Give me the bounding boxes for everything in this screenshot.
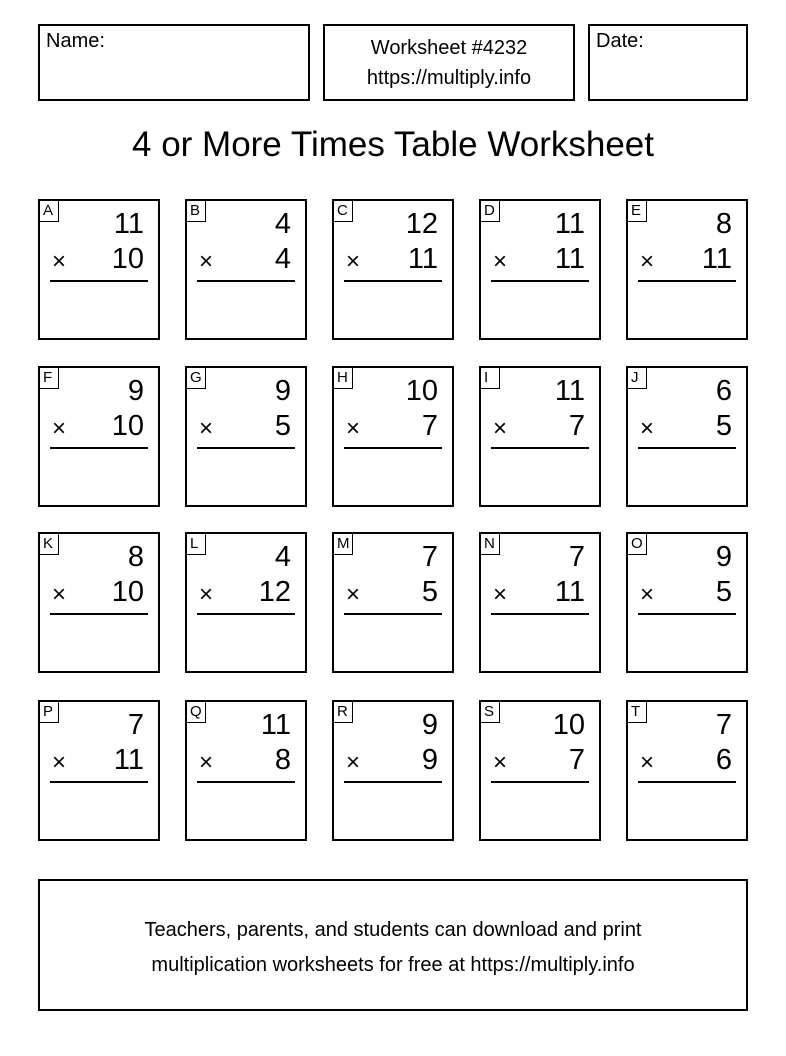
answer-line <box>344 280 442 282</box>
page-title: 4 or More Times Table Worksheet <box>132 125 654 164</box>
multiplier: 6 <box>715 744 732 776</box>
problem-box <box>479 532 601 673</box>
problem-box <box>38 199 160 340</box>
problem-letter: A <box>39 200 59 222</box>
worksheet-info-box <box>323 24 575 101</box>
multiplicand: 9 <box>127 375 144 407</box>
multiplicand: 10 <box>405 375 438 407</box>
multiplier: 7 <box>568 744 585 776</box>
problem-letter: M <box>333 533 353 555</box>
answer-line <box>344 781 442 783</box>
problem-box <box>332 366 454 507</box>
answer-line <box>197 781 295 783</box>
problem-box <box>185 366 307 507</box>
answer-line <box>491 280 589 282</box>
multiplier: 10 <box>111 243 144 275</box>
multiplicand: 7 <box>127 709 144 741</box>
multiplicand: 4 <box>274 208 291 240</box>
times-icon: × <box>640 248 655 275</box>
times-icon: × <box>52 749 67 776</box>
times-icon: × <box>640 415 655 442</box>
times-icon: × <box>640 581 655 608</box>
times-icon: × <box>52 415 67 442</box>
problem-letter: P <box>39 701 59 723</box>
times-icon: × <box>199 581 214 608</box>
problem-letter: K <box>39 533 59 555</box>
answer-line <box>50 613 148 615</box>
multiplicand: 9 <box>715 541 732 573</box>
problem-box <box>626 366 748 507</box>
answer-line <box>638 280 736 282</box>
problem-letter: D <box>480 200 500 222</box>
problem-letter: T <box>627 701 647 723</box>
problem-letter: G <box>186 367 206 389</box>
multiplicand: 7 <box>568 541 585 573</box>
multiplicand: 9 <box>274 375 291 407</box>
date-label: Date: <box>596 30 644 52</box>
problem-box <box>332 532 454 673</box>
problem-box <box>38 532 160 673</box>
times-icon: × <box>493 749 508 776</box>
multiplicand: 6 <box>715 375 732 407</box>
footer-line-1: Teachers, parents, and students can download and print <box>144 919 642 941</box>
footer-line-2: multiplication worksheets for free at https://multiply.info <box>151 954 635 976</box>
times-icon: × <box>493 581 508 608</box>
multiplier: 5 <box>715 410 732 442</box>
problem-letter: C <box>333 200 353 222</box>
answer-line <box>491 447 589 449</box>
multiplicand: 10 <box>552 709 585 741</box>
times-icon: × <box>346 749 361 776</box>
multiplicand: 7 <box>421 541 438 573</box>
multiplier: 5 <box>715 576 732 608</box>
problem-box <box>185 700 307 841</box>
multiplier: 12 <box>258 576 291 608</box>
multiplicand: 7 <box>715 709 732 741</box>
answer-line <box>50 447 148 449</box>
footer-text <box>40 913 746 983</box>
problem-letter: I <box>480 367 500 389</box>
problem-letter: N <box>480 533 500 555</box>
multiplier: 11 <box>113 744 144 776</box>
date-field-box <box>588 24 748 101</box>
multiplier: 5 <box>421 576 438 608</box>
times-icon: × <box>199 248 214 275</box>
multiplier: 7 <box>568 410 585 442</box>
times-icon: × <box>52 248 67 275</box>
problem-box <box>38 366 160 507</box>
problem-box <box>626 700 748 841</box>
times-icon: × <box>52 581 67 608</box>
answer-line <box>344 447 442 449</box>
multiplier: 7 <box>421 410 438 442</box>
multiplier: 11 <box>407 243 438 275</box>
answer-line <box>491 781 589 783</box>
answer-line <box>491 613 589 615</box>
problem-box <box>479 700 601 841</box>
multiplier: 11 <box>701 243 732 275</box>
times-icon: × <box>493 415 508 442</box>
multiplier: 11 <box>554 243 585 275</box>
multiplicand: 9 <box>421 709 438 741</box>
multiplicand: 11 <box>113 208 144 240</box>
multiplicand: 11 <box>260 709 291 741</box>
multiplicand: 8 <box>715 208 732 240</box>
problem-letter: H <box>333 367 353 389</box>
answer-line <box>50 781 148 783</box>
problem-letter: L <box>186 533 206 555</box>
problem-box <box>479 366 601 507</box>
times-icon: × <box>199 415 214 442</box>
multiplier: 5 <box>274 410 291 442</box>
times-icon: × <box>346 248 361 275</box>
multiplier: 10 <box>111 576 144 608</box>
multiplier: 8 <box>274 744 291 776</box>
answer-line <box>197 613 295 615</box>
multiplicand: 11 <box>554 375 585 407</box>
multiplicand: 8 <box>127 541 144 573</box>
answer-line <box>197 447 295 449</box>
problem-letter: R <box>333 701 353 723</box>
problem-box <box>479 199 601 340</box>
multiplier: 10 <box>111 410 144 442</box>
multiplier: 11 <box>554 576 585 608</box>
problem-box <box>185 199 307 340</box>
answer-line <box>638 781 736 783</box>
problem-box <box>626 532 748 673</box>
answer-line <box>638 613 736 615</box>
problem-box <box>332 199 454 340</box>
answer-line <box>344 613 442 615</box>
problem-letter: F <box>39 367 59 389</box>
times-icon: × <box>346 415 361 442</box>
footer-box <box>38 879 748 1011</box>
problem-letter: B <box>186 200 206 222</box>
times-icon: × <box>199 749 214 776</box>
times-icon: × <box>640 749 655 776</box>
problem-letter: S <box>480 701 500 723</box>
problem-box <box>332 700 454 841</box>
problem-letter: O <box>627 533 647 555</box>
multiplier: 4 <box>274 243 291 275</box>
problem-letter: E <box>627 200 647 222</box>
worksheet-number: Worksheet #4232 <box>370 37 528 59</box>
times-icon: × <box>493 248 508 275</box>
worksheet-url: https://multiply.info <box>366 67 532 89</box>
problem-letter: Q <box>186 701 206 723</box>
multiplicand: 11 <box>554 208 585 240</box>
times-icon: × <box>346 581 361 608</box>
answer-line <box>638 447 736 449</box>
name-field-box <box>38 24 310 101</box>
answer-line <box>50 280 148 282</box>
multiplicand: 4 <box>274 541 291 573</box>
problem-letter: J <box>627 367 647 389</box>
multiplier: 9 <box>421 744 438 776</box>
problem-box <box>626 199 748 340</box>
problem-box <box>185 532 307 673</box>
problem-box <box>38 700 160 841</box>
multiplicand: 12 <box>405 208 438 240</box>
name-label: Name: <box>46 30 105 52</box>
answer-line <box>197 280 295 282</box>
